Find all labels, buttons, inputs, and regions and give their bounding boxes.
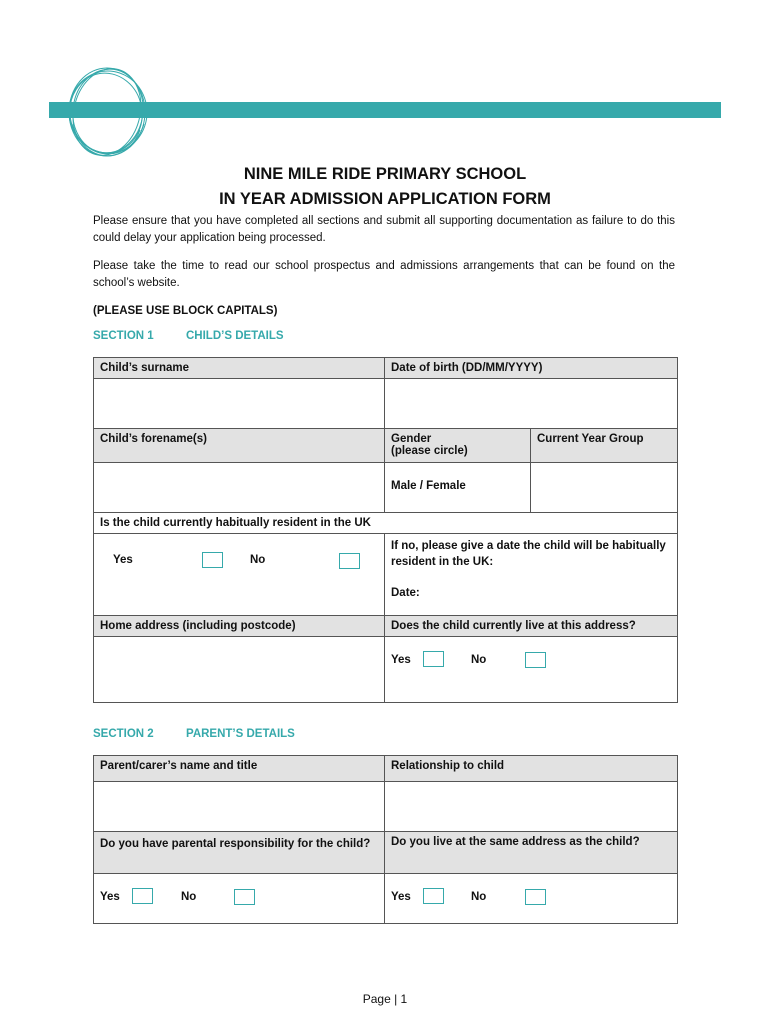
responsibility-label: Do you have parental responsibility for the child? xyxy=(94,832,385,874)
parent-name-label: Parent/carer’s name and title xyxy=(94,756,385,782)
resident-answer-cell xyxy=(94,534,385,616)
intro-paragraph-2: Please take the time to read our school prospectus and admissions arrangements that can be found on the school’s website. xyxy=(93,260,675,289)
page-number: Page | 1 xyxy=(362,992,408,1006)
lives-at-address-label: Does the child currently live at this address? xyxy=(385,616,678,637)
address-label: Home address (including postcode) xyxy=(94,616,385,637)
gender-label: Gender xyxy=(391,433,432,445)
same-address-label: Do you live at the same address as the child? xyxy=(385,832,678,874)
resident-label: Is the child currently habitually resident in the UK xyxy=(94,513,678,534)
child-details-table xyxy=(93,357,678,703)
same-address-yes-checkbox[interactable] xyxy=(423,888,444,904)
year-group-label: Current Year Group xyxy=(531,429,678,463)
responsibility-answer xyxy=(94,874,385,924)
responsibility-no-label: No xyxy=(181,891,197,903)
intro-paragraph-1: Please ensure that you have completed all sections and submit all supporting documentation as failure to do this could delay your application being processed. xyxy=(93,215,675,244)
section2-number: SECTION 2 xyxy=(93,728,154,740)
lives-at-address-answer xyxy=(385,637,678,703)
section1-title: CHILD’S DETAILS xyxy=(186,330,284,342)
surname-input[interactable] xyxy=(94,379,385,429)
gender-label-cell xyxy=(385,429,531,463)
form-title-line2: IN YEAR ADMISSION APPLICATION FORM xyxy=(219,190,551,208)
resident-date-prompt: If no, please give a date the child will be habitually resident in the UK: xyxy=(391,540,666,568)
section1-number: SECTION 1 xyxy=(93,330,154,342)
same-address-answer xyxy=(385,874,678,924)
same-address-yes-label: Yes xyxy=(391,891,411,903)
relationship-label: Relationship to child xyxy=(385,756,678,782)
address-input[interactable] xyxy=(94,637,385,703)
lives-yes-label: Yes xyxy=(391,654,411,666)
gender-options[interactable]: Male / Female xyxy=(385,463,531,513)
lives-yes-checkbox[interactable] xyxy=(423,651,444,667)
parent-name-input[interactable] xyxy=(94,782,385,832)
responsibility-no-checkbox[interactable] xyxy=(234,889,255,905)
dob-input[interactable] xyxy=(385,379,678,429)
section2-title: PARENT’S DETAILS xyxy=(186,728,295,740)
responsibility-yes-label: Yes xyxy=(100,891,120,903)
resident-no-label: No xyxy=(250,554,266,566)
resident-date-label: Date: xyxy=(391,587,420,599)
resident-date-cell[interactable] xyxy=(385,534,678,616)
relationship-input[interactable] xyxy=(385,782,678,832)
year-group-input[interactable] xyxy=(531,463,678,513)
logo-overlay xyxy=(64,62,150,162)
responsibility-yes-checkbox[interactable] xyxy=(132,888,153,904)
dob-label: Date of birth (DD/MM/YYYY) xyxy=(385,358,678,379)
lives-no-checkbox[interactable] xyxy=(525,652,546,668)
resident-yes-label: Yes xyxy=(113,554,133,566)
form-title-line1: NINE MILE RIDE PRIMARY SCHOOL xyxy=(243,165,527,183)
resident-yes-checkbox[interactable] xyxy=(202,552,223,568)
surname-label: Child’s surname xyxy=(94,358,385,379)
gender-hint: (please circle) xyxy=(391,445,468,457)
resident-no-checkbox[interactable] xyxy=(339,553,360,569)
forename-input[interactable] xyxy=(94,463,385,513)
same-address-no-checkbox[interactable] xyxy=(525,889,546,905)
forename-label: Child’s forename(s) xyxy=(94,429,385,463)
block-capitals-note: (PLEASE USE BLOCK CAPITALS) xyxy=(93,305,278,317)
parent-details-table xyxy=(93,755,678,924)
same-address-no-label: No xyxy=(471,891,487,903)
lives-no-label: No xyxy=(471,654,487,666)
